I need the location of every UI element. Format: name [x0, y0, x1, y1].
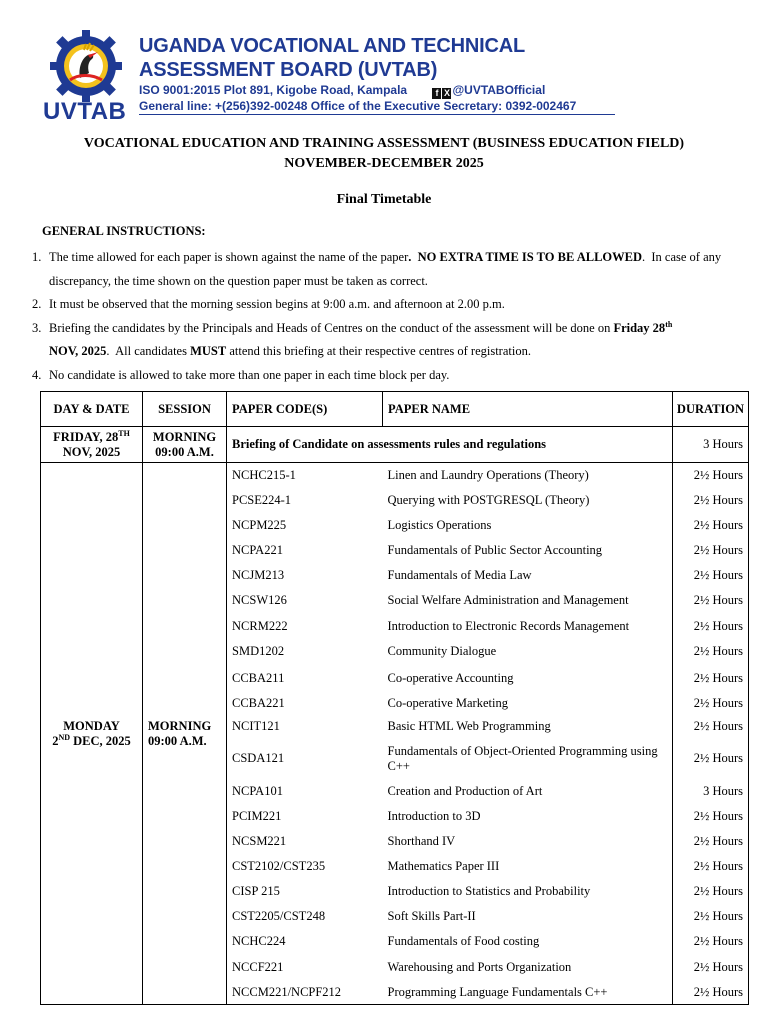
- paper-duration: 2½ Hours: [673, 980, 749, 1005]
- paper-name: Community Dialogue: [383, 639, 673, 665]
- col-header-paper-name: PAPER NAME: [383, 392, 673, 427]
- paper-code: NCSW126: [227, 588, 383, 613]
- paper-duration: 2½ Hours: [673, 715, 749, 739]
- paper-duration: 2½ Hours: [673, 463, 749, 488]
- address-line: [139, 83, 545, 99]
- table-header-row: [41, 392, 749, 427]
- paper-code: NCJM213: [227, 563, 383, 588]
- paper-duration: 2½ Hours: [673, 829, 749, 854]
- paper-code: NCRM222: [227, 613, 383, 638]
- paper-code: NCPM225: [227, 513, 383, 538]
- paper-code: CST2102/CST235: [227, 854, 383, 879]
- document-title: VOCATIONAL EDUCATION AND TRAINING ASSESSMENT (BUSINESS EDUCATION FIELD): [83, 136, 685, 151]
- paper-duration: 2½ Hours: [673, 904, 749, 929]
- paper-duration: 2½ Hours: [673, 739, 749, 779]
- paper-name: Introduction to Electronic Records Management: [383, 613, 673, 638]
- paper-code: PCSE224-1: [227, 488, 383, 513]
- paper-duration: 2½ Hours: [673, 613, 749, 638]
- paper-code: CISP 215: [227, 879, 383, 904]
- col-header-duration: DURATION: [673, 392, 749, 427]
- paper-code: PCIM221: [227, 804, 383, 829]
- paper-name: Warehousing and Ports Organization: [383, 955, 673, 980]
- briefing-day: FRIDAY, 28TH NOV, 2025: [41, 427, 143, 463]
- briefing-row: [41, 427, 749, 463]
- organization-name: [139, 34, 525, 82]
- paper-name: Social Welfare Administration and Management: [383, 588, 673, 613]
- paper-code: CCBA221: [227, 693, 383, 715]
- instruction-item: 4. No candidate is allowed to take more than one paper in each time block per day.: [32, 367, 450, 382]
- instruction-item: 3. Briefing the candidates by the Principals and Heads of Centres on the conduct of the assessment will be done on Friday 28th NOV, 2025. All candidates MUST attend this briefing at their respective centres of registration.: [32, 319, 673, 358]
- paper-name: Creation and Production of Art: [383, 779, 673, 804]
- paper-name: Fundamentals of Food costing: [383, 929, 673, 954]
- paper-name: Shorthand IV: [383, 829, 673, 854]
- logo-wordmark: UVTAB: [43, 98, 127, 125]
- paper-name: Co-operative Accounting: [383, 665, 673, 693]
- instructions-list: [18, 246, 740, 387]
- paper-name: Logistics Operations: [383, 513, 673, 538]
- paper-duration: 2½ Hours: [673, 804, 749, 829]
- briefing-session: MORNING 09:00 A.M.: [143, 427, 227, 463]
- paper-duration: 2½ Hours: [673, 929, 749, 954]
- document-period: NOVEMBER-DECEMBER 2025: [284, 156, 484, 171]
- paper-code: SMD1202: [227, 639, 383, 665]
- paper-name: Programming Language Fundamentals C++: [383, 980, 673, 1005]
- paper-name: Mathematics Paper III: [383, 854, 673, 879]
- x-twitter-icon: X: [443, 88, 450, 98]
- paper-code: CSDA121: [227, 739, 383, 779]
- col-header-day-date: DAY & DATE: [41, 392, 143, 427]
- instruction-item: 1. The time allowed for each paper is shown against the name of the paper. NO EXTRA TIME IS TO BE ALLOWED. In case of any discrepancy, the time shown on the question paper must be taken as correct.: [32, 250, 722, 288]
- monday-day-cell: MONDAY 2ND DEC, 2025: [41, 463, 143, 1005]
- paper-code: NCHC215-1: [227, 463, 383, 488]
- timetable: [40, 391, 749, 1005]
- paper-duration: 2½ Hours: [673, 693, 749, 715]
- paper-code: NCCF221: [227, 955, 383, 980]
- address-text: ISO 9001:2015 Plot 891, Kigobe Road, Kampala: [139, 83, 408, 97]
- paper-duration: 2½ Hours: [673, 488, 749, 513]
- paper-name: Co-operative Marketing: [383, 693, 673, 715]
- paper-duration: 2½ Hours: [673, 854, 749, 879]
- paper-duration: 3 Hours: [673, 779, 749, 804]
- paper-duration: 2½ Hours: [673, 513, 749, 538]
- paper-code: NCIT121: [227, 715, 383, 739]
- briefing-duration: 3 Hours: [673, 427, 749, 463]
- facebook-icon: f: [432, 88, 441, 99]
- paper-name: Fundamentals of Object-Oriented Programming using C++: [383, 739, 673, 779]
- paper-name: Fundamentals of Public Sector Accounting: [383, 538, 673, 563]
- paper-name: Querying with POSTGRESQL (Theory): [383, 488, 673, 513]
- instructions-heading: GENERAL INSTRUCTIONS:: [42, 224, 206, 238]
- social-icons: [432, 85, 452, 99]
- paper-name: Linen and Laundry Operations (Theory): [383, 463, 673, 488]
- paper-code: CCBA211: [227, 665, 383, 693]
- paper-code: CST2205/CST248: [227, 904, 383, 929]
- uvtab-logo: [40, 28, 132, 125]
- briefing-text: Briefing of Candidate on assessments rules and regulations: [227, 427, 673, 463]
- org-name-line2: ASSESSMENT BOARD (UVTAB): [139, 59, 438, 81]
- col-header-paper-code: PAPER CODE(S): [227, 392, 383, 427]
- contacts-line: General line: +(256)392-00248 Office of the Executive Secretary: 0392-002467: [139, 99, 615, 115]
- monday-session-cell: MORNING 09:00 A.M.: [143, 463, 227, 1005]
- paper-duration: 2½ Hours: [673, 639, 749, 665]
- col-header-session: SESSION: [143, 392, 227, 427]
- paper-code: NCCM221/NCPF212: [227, 980, 383, 1005]
- paper-code: NCPA221: [227, 538, 383, 563]
- paper-name: Soft Skills Part-II: [383, 904, 673, 929]
- paper-name: Introduction to Statistics and Probability: [383, 879, 673, 904]
- paper-duration: 2½ Hours: [673, 563, 749, 588]
- paper-name: Basic HTML Web Programming: [383, 715, 673, 739]
- org-name-line1: UGANDA VOCATIONAL AND TECHNICAL: [139, 35, 526, 57]
- social-handle: @UVTABOfficial: [452, 83, 546, 97]
- paper-code: NCHC224: [227, 929, 383, 954]
- table-row: [41, 463, 749, 488]
- paper-duration: 2½ Hours: [673, 879, 749, 904]
- paper-code: NCPA101: [227, 779, 383, 804]
- document-subtitle: Final Timetable: [336, 192, 432, 207]
- paper-duration: 2½ Hours: [673, 588, 749, 613]
- paper-duration: 2½ Hours: [673, 665, 749, 693]
- paper-name: Introduction to 3D: [383, 804, 673, 829]
- paper-code: NCSM221: [227, 829, 383, 854]
- paper-name: Fundamentals of Media Law: [383, 563, 673, 588]
- instruction-item: 2. It must be observed that the morning session begins at 9:00 a.m. and afternoon at 2.00 p.m.: [32, 297, 505, 311]
- paper-duration: 2½ Hours: [673, 538, 749, 563]
- paper-duration: 2½ Hours: [673, 955, 749, 980]
